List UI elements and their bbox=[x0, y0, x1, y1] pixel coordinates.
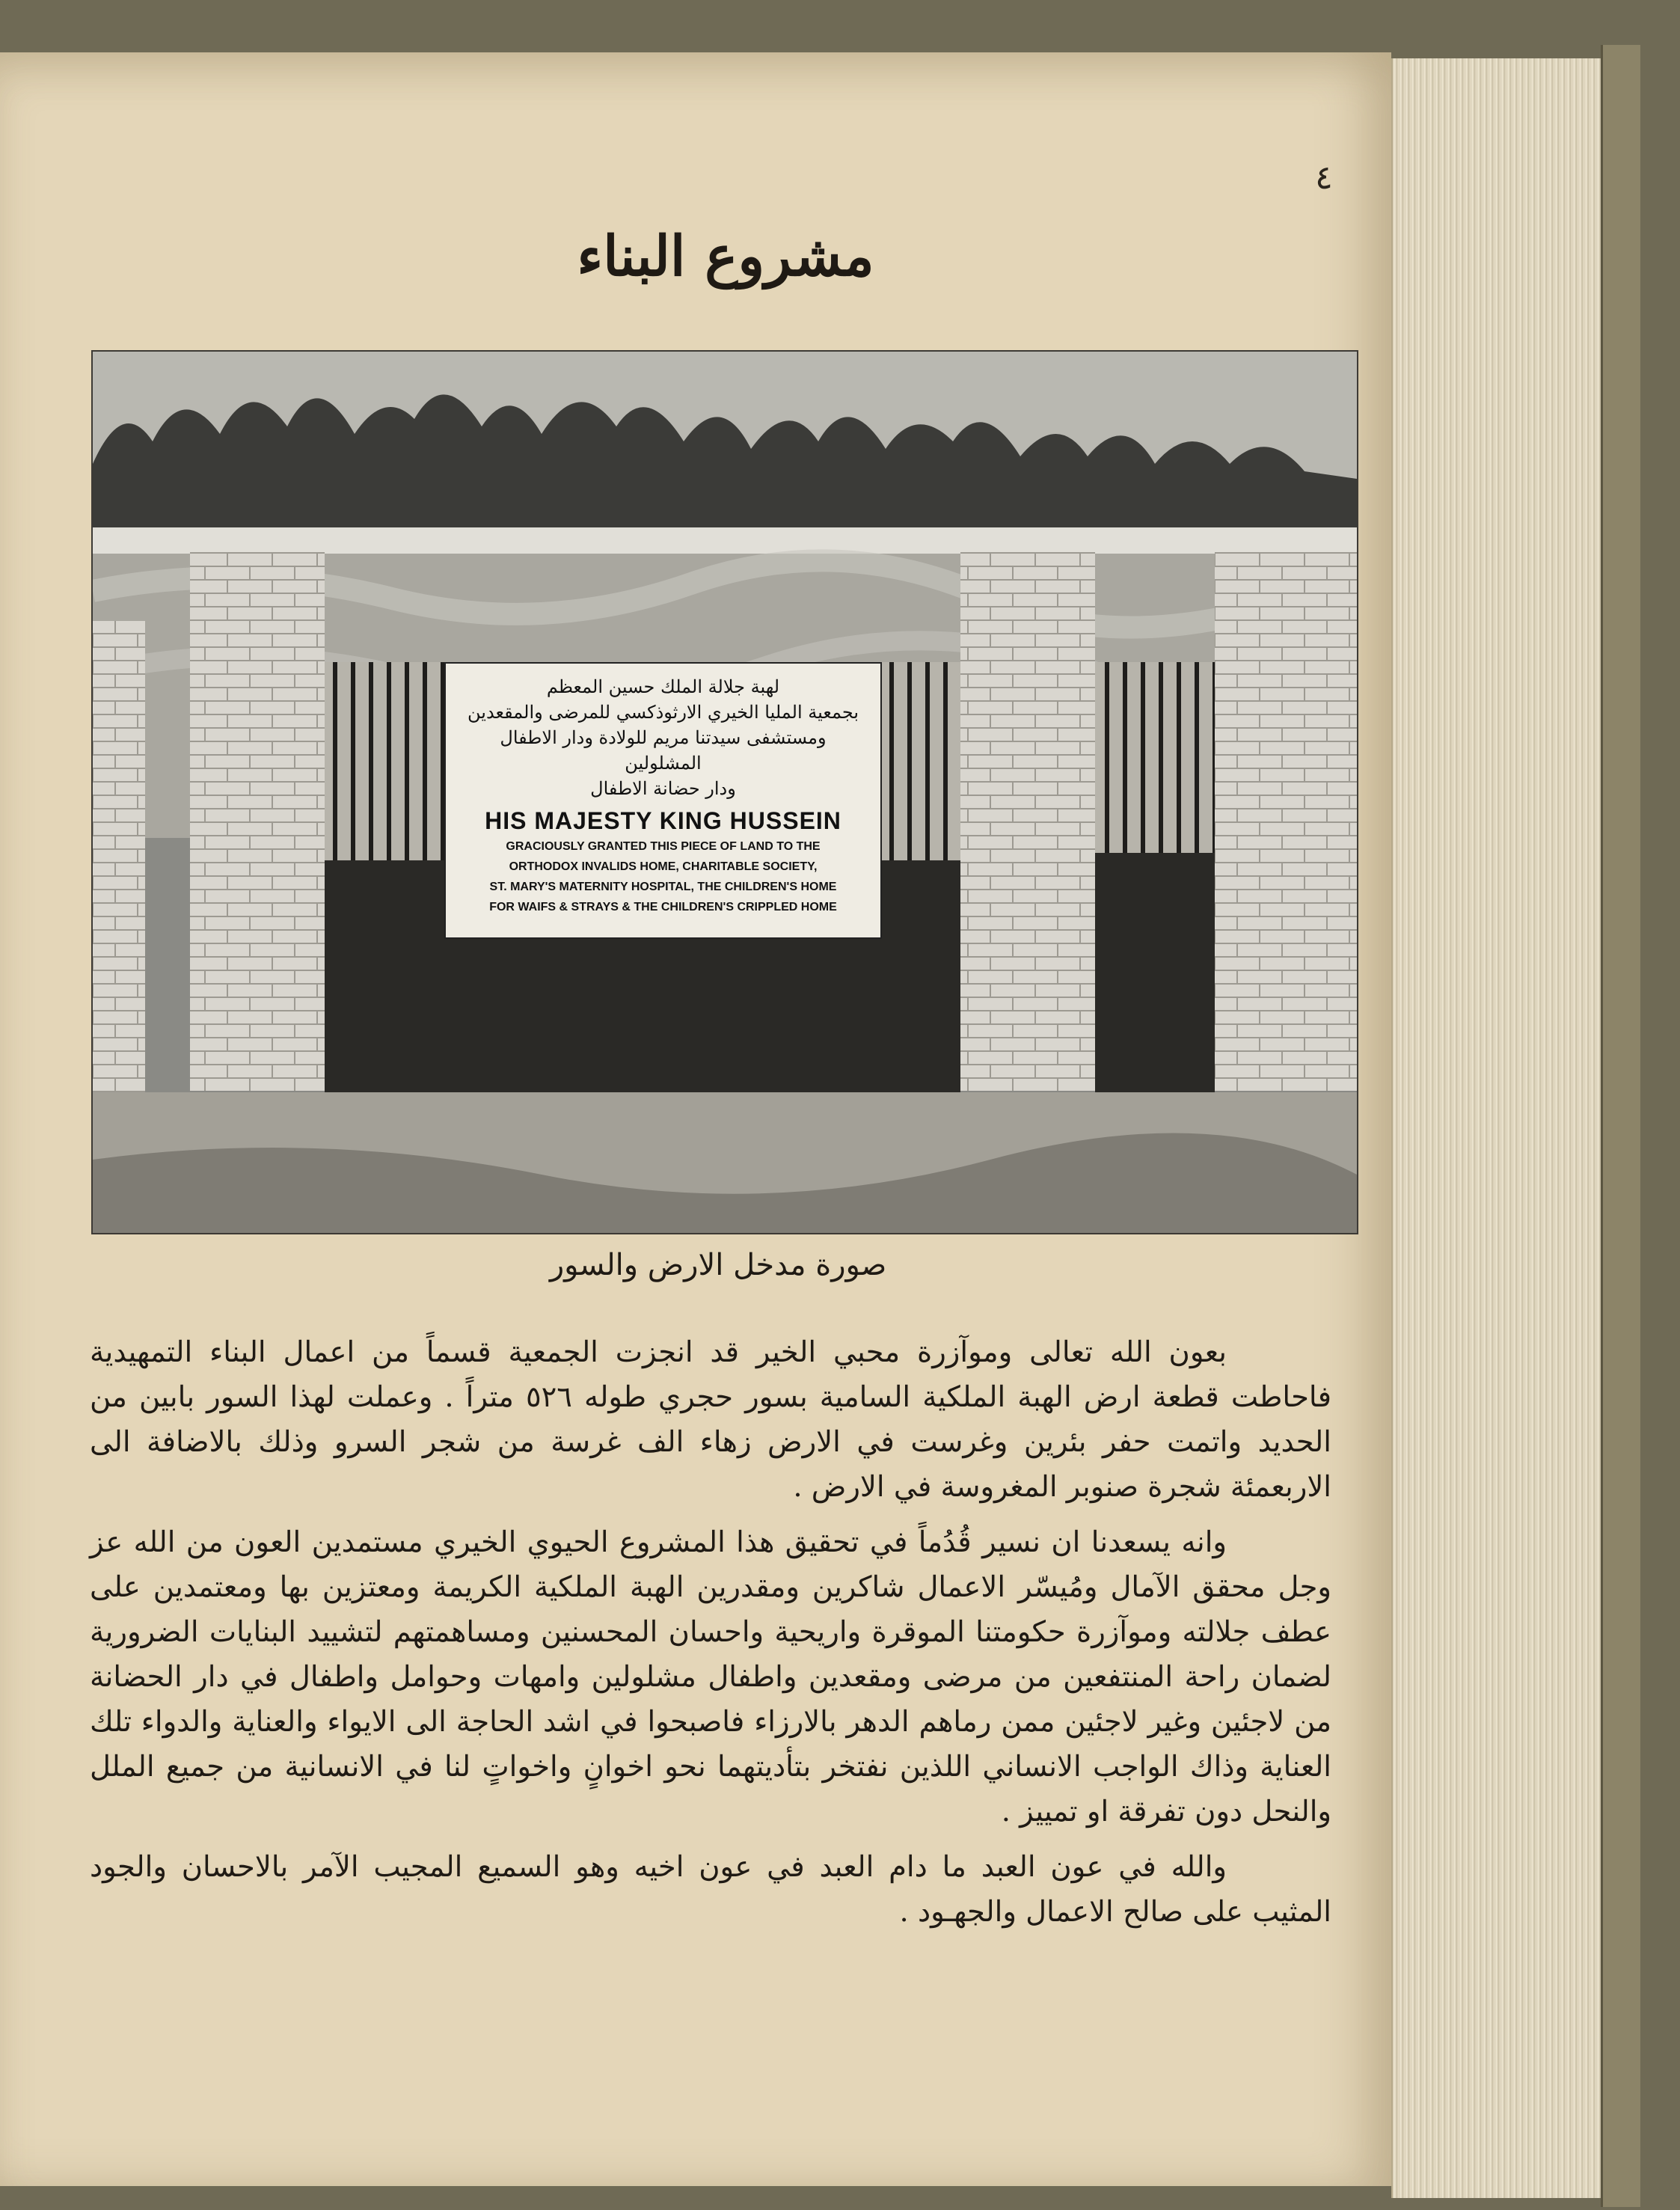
sign-body-line: FOR WAIFS & STRAYS & THE CHILDREN'S CRIPPLED HOME bbox=[489, 901, 837, 913]
paragraph: بعون الله تعالى وموآزرة محبي الخير قد انجزت الجمعية قسماً من اعمال البناء التمهيدية فاحاطت قطعة ارض الهبة الملكية السامية بسور حجري طوله ٥٢٦ متراً . وعملت لهذا السور بابين من الحديد واتمت حفر بئرين وغرست في الارض زهاء الف غرسة من شجر السرو وذلك بالاضافة الى الاربعمئة شجرة صنوبر المغروسة في الارض . bbox=[90, 1335, 1332, 1504]
book-cover bbox=[1601, 45, 1640, 2207]
dedication-sign bbox=[444, 662, 882, 939]
paragraph: والله في عون العبد ما دام العبد في عون اخيه وهو السميع المجيب الآمر بالاحسان والجود المثيب على صالح الاعمال والجهـود . bbox=[90, 1850, 1331, 1929]
page-title: مشروع البناء bbox=[577, 224, 874, 289]
body-text bbox=[90, 1330, 1331, 1945]
sign-arabic-line: ومستشفى سيدتنا مريم للولادة ودار الاطفال المشلولين bbox=[500, 727, 827, 774]
sign-body-line: ORTHODOX INVALIDS HOME, CHARITABLE SOCIETY, bbox=[509, 860, 818, 873]
page-number: ٤ bbox=[1315, 159, 1333, 197]
paragraph: وانه يسعدنا ان نسير قُدُماً في تحقيق هذا المشروع الحيوي الخيري مستمدين العون من الله عز وجل محقق الآمال ومُيسّر الاعمال شاكرين ومقدرين الهبة الملكية الكريمة ومعتزين بها ومعتمدين على عطف جلالته وموآزرة حكومتنا الموقرة واريحية واحسان المحسنين ومساهمتهم لتشييد البنايات الضرورية لضمان راحة المنتفعين من مرضى ومقعدين واطفال مشلولين وامهات وحوامل واطفال في دار الحضانة من لاجئين وغير لاجئين ممن رماهم الدهر بالارزاء فاصبحوا في اشد الحاجة الى الايواء والعناية والدواء تلك العناية وذاك الواجب الانساني اللذين نفتخر بتأديتهما نحو اخوانٍ واخواتٍ لنا في الانسانية من جميع الملل والنحل دون تفرقة او تمييز . bbox=[90, 1525, 1331, 1828]
gate-photograph bbox=[91, 350, 1358, 1234]
page-edges bbox=[1391, 58, 1602, 2198]
sign-title: HIS MAJESTY KING HUSSEIN bbox=[485, 807, 841, 834]
sign-body-line: ST. MARY'S MATERNITY HOSPITAL, THE CHILDREN'S HOME bbox=[489, 881, 837, 893]
sign-arabic-line: بجمعية المليا الخيري الارثوذكسي للمرضى والمقعدين bbox=[467, 702, 859, 723]
photo-caption: صورة مدخل الارض والسور bbox=[549, 1248, 887, 1282]
sign-arabic-line: ودار حضانة الاطفال bbox=[590, 778, 736, 799]
sign-arabic-line: لهبة جلالة الملك حسين المعظم bbox=[546, 676, 780, 697]
sign-body-line: GRACIOUSLY GRANTED THIS PIECE OF LAND TO THE bbox=[506, 840, 821, 853]
